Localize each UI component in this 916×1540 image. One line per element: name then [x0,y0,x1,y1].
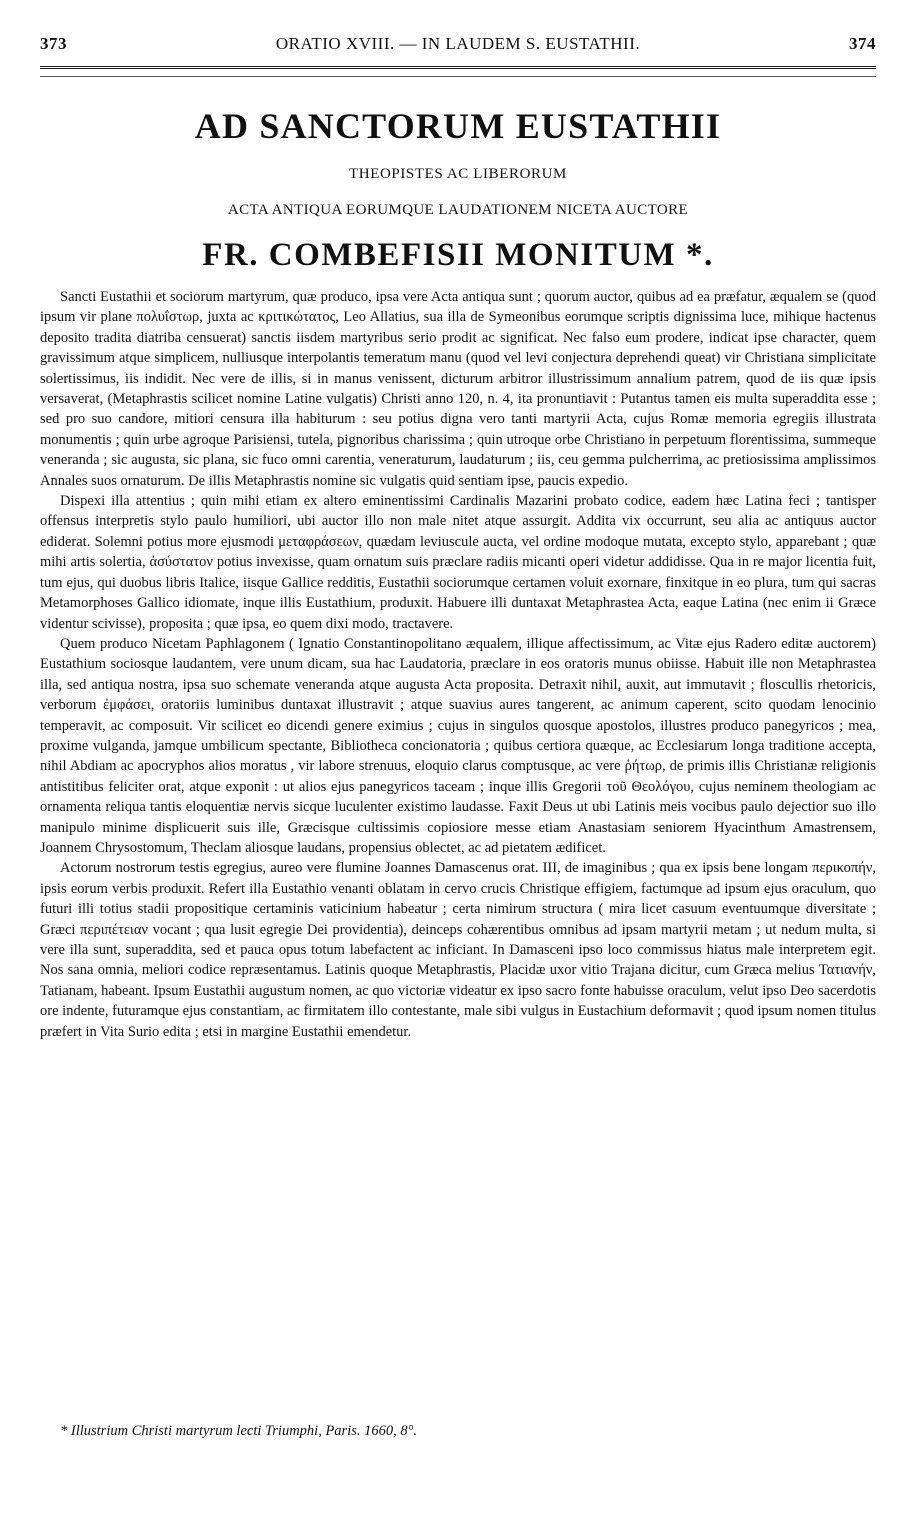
paragraph-3: Quem produco Nicetam Paphlagonem ( Ignatio Constantinopolitano æqualem, illique affectissimum, ac Vitæ ejus Radero editæ auctorem) Eustathium sociosque laudantem, vere unum dicam, sua hac Laudatoria, præclare in eos oratoris munus obiisse. Habuit ille non Metaphrastea illa, sed antiqua nostra, ipsa suo schemate veneranda atque augusta Acta proposita. Detraxit nihil, auxit, aut immutavit ; floscullis rhetoricis, verborum ἐμφάσει, oratoriis luminibus duntaxat illustravit ; atque suavius aures tangerent, ac animum caperent, scito quodam lenocinio temperavit, ac composuit. Vir scilicet eo dicendi genere eximius ; cujus in singulos quosque apostolos, illustres produco panegyricos ; mea, proxime vulganda, jamque umbilicum spectante, Bibliotheca concionatoria ; quibus certiora quæque, ac Ecclesiarum longa traditione accepta, nihil Abdiam ac apocryphos alios moratus , vir labore strenuus, eloquio clarus comptusque, ac vere ῥήτωρ, de primis illis Christianæ religionis antistitibus feliciter orat, atque exponit : ut alios ejus panegyricos taceam ; inque illis Gregorii τοῦ Θεολόγου, cujus neminem theologiam ac ornamenta reliqua tantis eloquentiæ nervis sicque luculenter existimo laudasse. Faxit Deus ut ubi Latinis meis vocibus paulo dejectior suo illo manipulo minime displicuerit suis ille, Græcisque cultissimis copiosiore messe etiam Anastasiam seniorem Hyacinthum Amastrensem, Joannem Chrysostomum, Theclam aliosque laudans, propensius oblectet, ac ad pietatem ædificet. [40,635,876,856]
paragraph-1: Sancti Eustathii et sociorum martyrum, quæ produco, ipsa vere Acta antiqua sunt ; quorum auctor, quibus ad ea præfatur, æqualem se (quod ipsum vir plane πολυΐστωρ, juxta ac κριτικώτατος, Leo Allatius, sua illa de Symeonibus eorumque scriptis dignissima luce, mihique hactenus deposito tradita diatriba censuerat) sanctis iisdem martyribus serio prodit ac significat. Nec falso eum prodere, indicat ipse character, quem gravissimum atque simplicem, nulliusque interpolantis temeratum manu (quod vel levi conjectura deprehendi queat) vir Christiana simplicitate solertissimus, iis indidit. Nec vere de illis, si in manus venissent, dicturum arbitror illustrissimum annalium patrem, quod de iis quæ ipsis versaverat, (Metaphrastis scilicet nomine Latine vulgatis) Christi anno 120, n. 4, ita pronuntiavit : Putantus tamen eis multa superaddita esse ; sed pro suo candore, mitiori censura illa habiturum : seu potius digna vero tanti martyrii Acta, cujus Romæ memoria egregiis illustrata monumentis ; quin urbe agroque Parisiensi, tutela, pignoribus charissima ; quin utroque orbe Christiano in perpetuum florentissima, summeque veneranda ; sic augusta, sic plana, sic fuco omni carentia, veneraturum, laudaturum ; iis, ceu gemma pulcherrima, ac pretiosissima amplissimos Annales suos ornaturum. De illis Metaphrastis nomine sic vulgatis quid sentiam ipse, paucis expedio. [40,289,876,489]
paragraph-4: Actorum nostrorum testis egregius, aureo vere flumine Joannes Damascenus orat. III, de imaginibus ; qua ex ipsis bene longam περικοπήν, ipsis eorum verbis produxit. Refert illa Eustathio venanti oblatam in cervo crucis Christique effigiem, factumque ad ipsum ejus oraculum, quo futuri illi totius stadii propositique certaminis vaticinium habeatur ; certa nimirum structura ( mira licet casuum eventuumque diversitate ; Græci περιπέτειαν vocant ; qua lusit egregie Dei providentia), deinceps cohærentibus omnibus ad ipsam martyrii metam ; ut nedum multa, si vere illa sunt, superaddita, sed et pauca opus totum labefactent ac inficiant. In Damasceni ipso loco commissus hiatus male interpretem egit. Nos sana omnia, meliori codice repræsentamus. Latinis quoque Metaphrastis, Placidæ uxor vitio Trajana dicitur, cum Græca melius Τατιανήν, Tatianam, habeant. Ipsum Eustathii augustum nomen, ac quo victoriæ videatur ex ipso sacro fonte habuisse oraculum, velut ipso Deo sacerdotis ore indente, futuramque ejus constantiam, ac firmitatem illo contestante, male sibi vulgus in Eustachium deformavit ; quod ipsum nomen titulus præfert in Vita Surio edita ; etsi in margine Eustathii emendetur. [40,860,876,1040]
running-title: ORATIO XVIII. — IN LAUDEM S. EUSTATHII. [275,34,641,53]
page-number-left: 373 [40,34,67,53]
subtitle-2: ACTA ANTIQUA EORUMQUE LAUDATIONEM NICETA AUCTORE [227,202,689,218]
footnote: * Illustrium Christi martyrum lecti Triumphi, Paris. 1660, 8°. [60,1423,418,1439]
body-text [40,287,876,1042]
page-number-right: 374 [849,34,876,53]
running-head [40,34,876,58]
paragraph-2: Dispexi illa attentius ; quin mihi etiam ex altero eminentissimi Cardinalis Mazarini probato codice, eadem hæc Latina feci ; tantisper offensus interpretis stylo paulo humiliori, ubi auctor illo non male nitet atque assurgit. Addita vix occurrunt, seu alia ac antiquus auctor ediderat. Solemni potius more ejusmodi μεταφράσεων, quædam leviuscule aucta, vel ordine modoque mutata, excepto stylo, apparebant ; quæ mihi artis solertia, ἀσύστατον potius invexisse, quam ornatum suis præclare radiis micanti operi videtur addidisse. Qua in re major licentia fuit, tum ejus, qui duobus libris Italice, iisque Gallice redditis, Eustathii sociorumque certamen voluit exornare, finxitque in eo plura, tum qui sacras Metamorphoses Gallico idiomate, inque illis Eustathium, produxit. Habuere illi duntaxat Metaphrastea Acta, eaque Latina (nec enim ii Græce videntur scivisse), proposita ; quæ ipsa, eo quem dixi modo, tractavere. [40,493,876,632]
document-title: AD SANCTORUM EUSTATHII [194,106,722,146]
section-heading: FR. COMBEFISII MONITUM *. [202,237,714,273]
subtitle-1: THEOPISTES AC LIBERORUM [349,166,567,182]
header-rule-thin [40,76,876,77]
header-rule [40,66,876,69]
